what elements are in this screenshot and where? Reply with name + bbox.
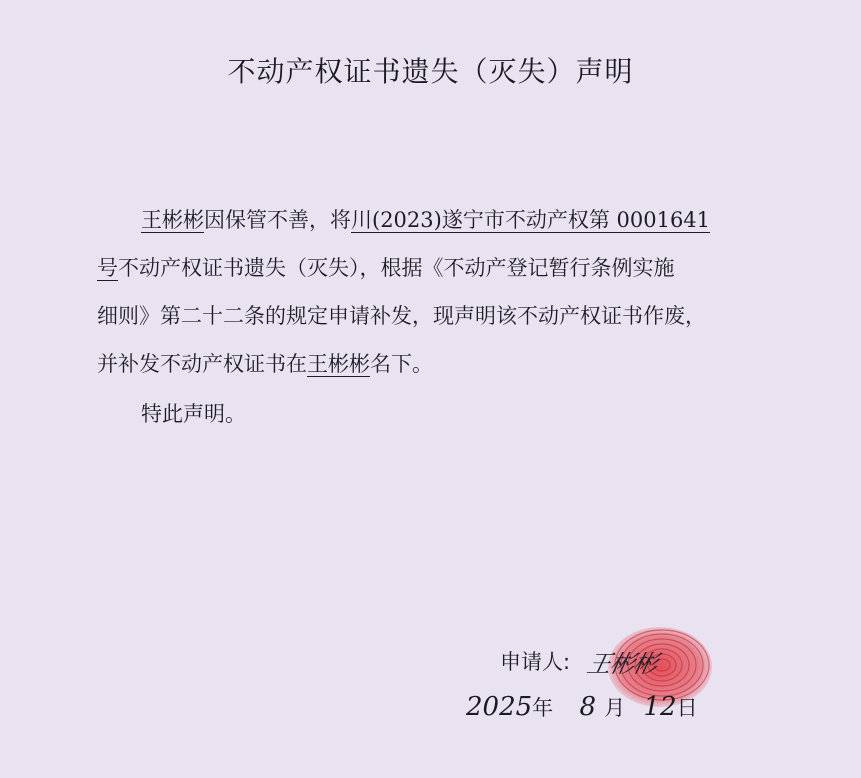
body-text: 因保管不善，将: [204, 208, 351, 232]
closing-statement: 特此声明。: [141, 402, 246, 426]
date-year-unit: 年: [532, 696, 554, 720]
body-text: 不动产权证书遗失（灭失），根据《不动产登记暂行条例实施: [118, 256, 675, 280]
body-line-1: [97, 196, 777, 244]
date-day-unit: 日: [676, 696, 698, 720]
signing-date: [466, 692, 698, 722]
date-month: 8: [579, 692, 596, 722]
applicant-label: 申请人:: [500, 650, 571, 674]
body-text: 名下。: [370, 352, 433, 376]
certificate-number: 川(2023)遂宁市不动产权第 0001641: [351, 208, 711, 232]
applicant-name-repeat: 王彬彬: [307, 352, 370, 376]
body-text: 并补发不动产权证书在: [97, 352, 307, 376]
date-year: 2025: [466, 692, 533, 722]
certificate-number-suffix: 号: [97, 256, 118, 280]
document-title: 不动产权证书遗失（灭失）声明: [227, 55, 634, 88]
body-line-4: [97, 340, 777, 388]
applicant-name: 王彬彬: [141, 208, 204, 232]
body-line-3: [97, 292, 777, 340]
statement-body: [97, 196, 777, 388]
date-month-unit: 月: [604, 696, 626, 720]
applicant-signature: 王彬彬: [584, 650, 660, 678]
date-day: 12: [643, 692, 677, 722]
body-line-2: [97, 244, 777, 292]
body-text: 细则》第二十二条的规定申请补发，现声明该不动产权证书作废，: [97, 304, 706, 328]
